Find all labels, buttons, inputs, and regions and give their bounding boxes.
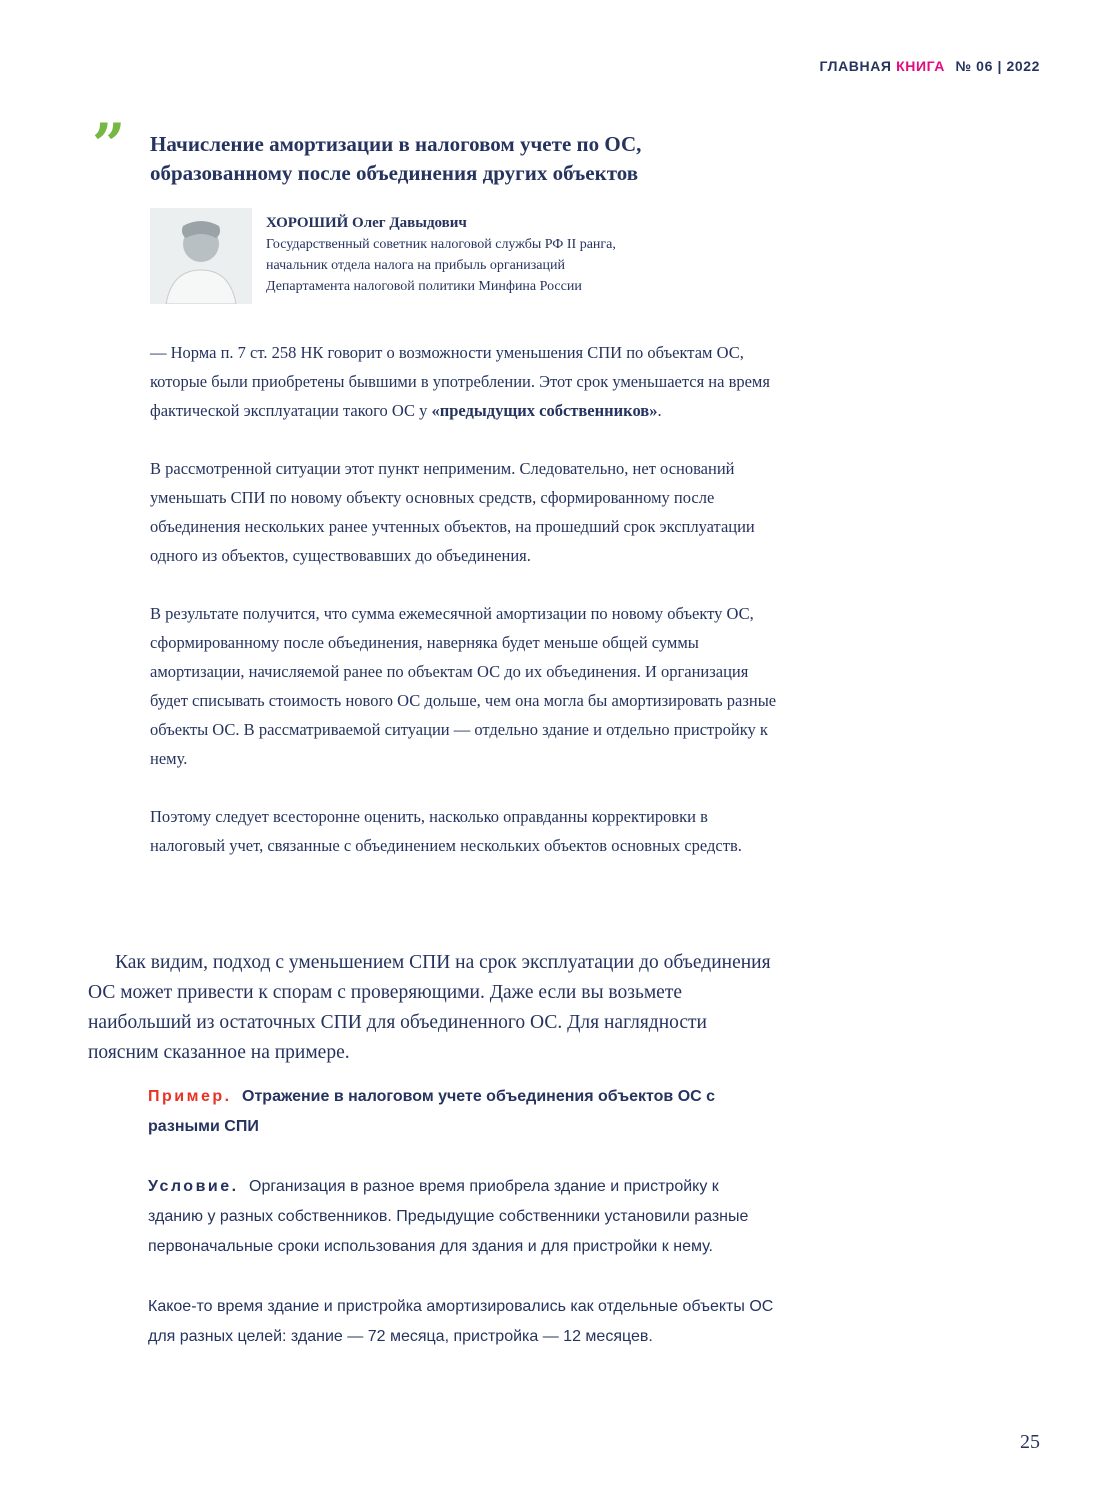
example-paragraph-2: Какое-то время здание и пристройка амортизировались как отдельные объекты ОС для разных целей: здание — 72 месяца, пристройка — 12 месяцев. <box>148 1298 774 1345</box>
condition-label: Условие. <box>148 1178 239 1195</box>
magazine-title-part1: ГЛАВНАЯ <box>819 58 892 74</box>
example-title: Отражение в налоговом учете объединения объектов ОС с разными СПИ <box>148 1088 716 1135</box>
quote-paragraph-2: В рассмотренной ситуации этот пункт неприменим. Следовательно, нет оснований уменьшать СПИ по новому объекту основных средств, сформированному после объединения нескольких ранее учтенных объектов, на прошедший срок эксплуатации одного из объектов, существовавших до объединения. <box>150 459 755 565</box>
example-heading <box>148 1082 776 1142</box>
author-title-line: Департамента налоговой политики Минфина России <box>266 279 582 294</box>
author-photo <box>150 208 252 304</box>
quote-paragraph-4: Поэтому следует всесторонне оценить, насколько оправданны корректировки в налоговый учет, связанные с объединением нескольких объектов основных средств. <box>150 807 742 855</box>
person-silhouette-icon <box>150 208 252 304</box>
page-number: 25 <box>1020 1431 1040 1453</box>
example-section <box>148 1082 776 1352</box>
condition-text: Организация в разное время приобрела здание и пристройку к зданию у разных собственников. Предыдущие собственники установили разные первоначальные сроки использования для здания и для пристройки к нему. <box>148 1178 749 1255</box>
magazine-title-part2: КНИГА <box>896 58 945 74</box>
article-title: Начисление амортизации в налоговом учете по ОС, образованному после объединения других объектов <box>150 132 642 185</box>
paragraph-text: . <box>657 401 662 420</box>
author-title-line: Государственный советник налоговой службы РФ II ранга, <box>266 237 616 252</box>
example-label: Пример. <box>148 1088 232 1105</box>
main-body-paragraph: Как видим, подход с уменьшением СПИ на срок эксплуатации до объединения ОС может привести к спорам с проверяющими. Даже если вы возьмете наибольший из остаточных СПИ для объединенного ОС. Для наглядности поясним сказанное на примере. <box>88 952 771 1063</box>
issue-number: № 06 | 2022 <box>955 58 1040 74</box>
quote-paragraph-3: В результате получится, что сумма ежемесячной амортизации по новому объекту ОС, сформированному после объединения, наверняка будет меньше общей суммы амортизации, начисляемой ранее по объектам ОС до их объединения. И организация будет списывать стоимость нового ОС дольше, чем она могла бы амортизировать разные объекты ОС. В рассматриваемой ситуации — отдельно здание и отдельно пристройку к нему. <box>150 604 777 768</box>
page-header <box>819 58 1040 74</box>
paragraph-text: — Норма п. 7 ст. 258 НК говорит о возможности уменьшения СПИ по объектам ОС, которые были приобретены бывшими в употреблении. Этот срок уменьшается на время фактической эксплуатации такого ОС у <box>150 343 770 420</box>
expert-commentary-section <box>92 111 778 860</box>
quote-paragraph-1 <box>150 338 778 425</box>
author-name: ХОРОШИЙ Олег Давыдович <box>266 215 467 231</box>
author-title-line: начальник отдела налога на прибыль организаций <box>266 258 565 273</box>
author-info <box>266 208 616 297</box>
quote-icon: ” <box>92 111 126 179</box>
bold-phrase: «предыдущих собственников» <box>431 401 658 420</box>
author-block <box>150 208 778 304</box>
example-condition <box>148 1172 776 1262</box>
